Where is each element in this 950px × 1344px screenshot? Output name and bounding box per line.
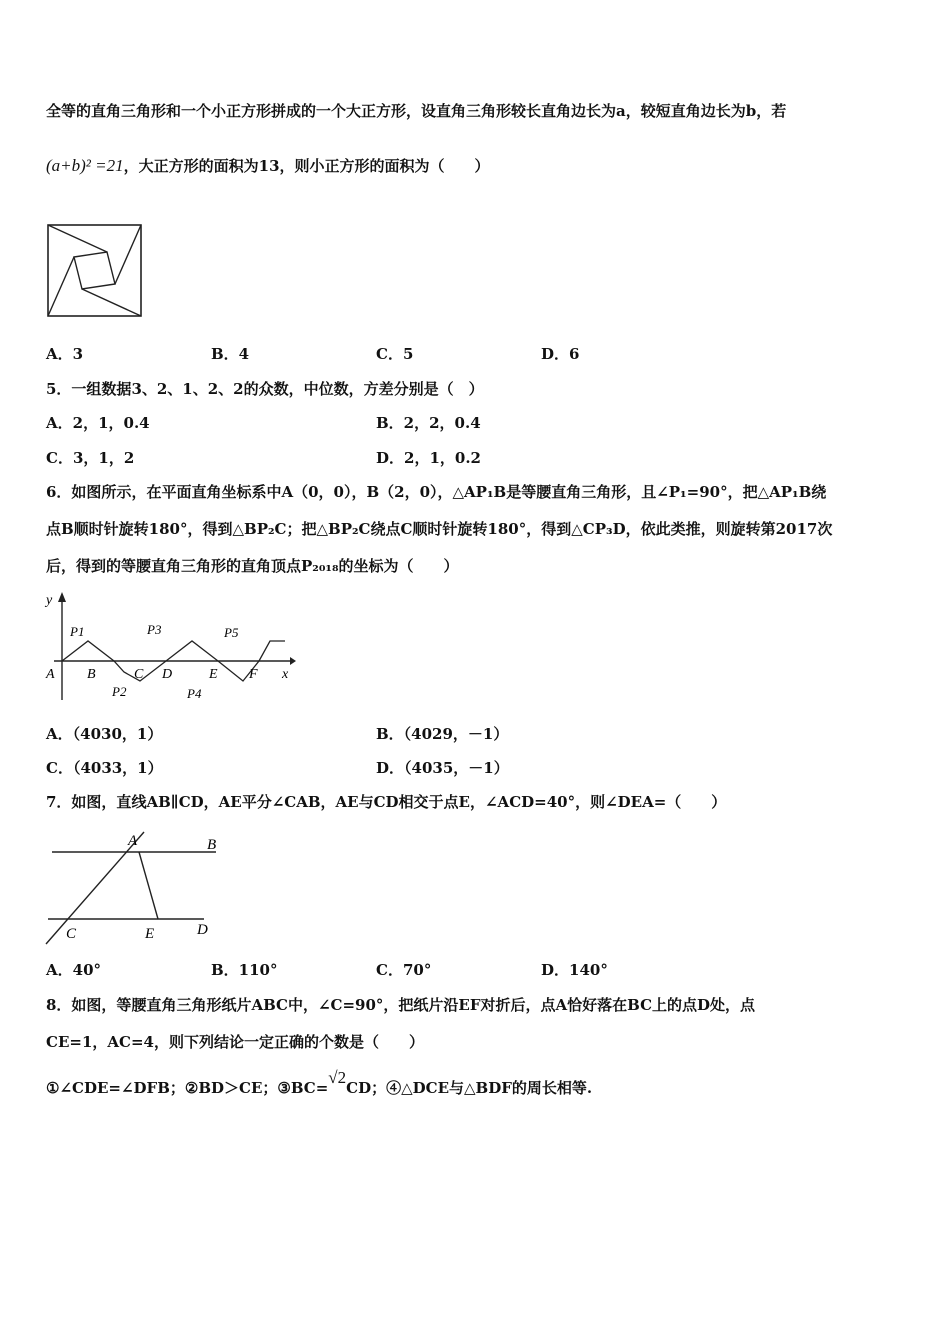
q8-text-line2: CE=1，AC=4，则下列结论一定正确的个数是（ ） xyxy=(46,1033,424,1051)
q4-text-line2: ，大正方形的面积为13，则小正方形的面积为（ ） xyxy=(123,157,490,175)
label-A: A xyxy=(46,667,55,682)
x-axis-arrow xyxy=(290,657,296,665)
triangle-edge xyxy=(48,257,74,316)
segment-AE xyxy=(139,852,158,919)
label-D: D xyxy=(197,922,208,938)
q5-option-b[interactable]: B．2，2，0.4 xyxy=(376,414,481,432)
q5-option-d[interactable]: D．2，1，0.2 xyxy=(376,449,481,467)
label-P2: P2 xyxy=(112,684,127,699)
q6-text-line1: 6．如图所示，在平面直角坐标系中A（0，0），B（2，0），△AP₁B是等腰直角三角形，且∠P₁=90°，把△AP₁B绕 xyxy=(46,483,827,501)
q5-stem: 5．一组数据3、2、1、2、2的众数，中位数，方差分别是（ ） xyxy=(46,380,484,398)
triangle-edge xyxy=(82,289,141,316)
label-E: E xyxy=(209,667,218,682)
q8-sqrt-two: √2 xyxy=(328,1068,347,1087)
label-P1: P1 xyxy=(70,624,85,639)
q8-statements-part1: ①∠CDE=∠DFB；②BD＞CE；③BC= xyxy=(46,1079,329,1097)
q4-figure xyxy=(47,224,143,318)
y-axis-arrow xyxy=(58,592,66,602)
q4-formula: (a+b)² =21 xyxy=(46,156,124,175)
label-F: F xyxy=(249,667,258,682)
label-B: B xyxy=(87,667,96,682)
label-E: E xyxy=(145,926,155,942)
q8-text-line1: 8．如图，等腰直角三角形纸片ABC中，∠C=90°，把纸片沿EF对折后，点A恰好落在BC上的点D处，点 xyxy=(46,996,756,1014)
label-C: C xyxy=(66,926,77,942)
q7-option-b[interactable]: B．110° xyxy=(211,961,278,979)
label-x: x xyxy=(282,667,289,682)
q4-option-a[interactable]: A．3 xyxy=(46,345,84,363)
q4-text-line1: 全等的直角三角形和一个小正方形拼成的一个大正方形，设直角三角形较长直角边长为a，较短直角边长为b，若 xyxy=(46,102,787,120)
q6-option-d[interactable]: D．（4035，－1） xyxy=(376,759,509,777)
q4-option-c[interactable]: C．5 xyxy=(376,345,414,363)
q5-option-c[interactable]: C．3，1，2 xyxy=(46,449,135,467)
q8-statements-part2: CD；④△DCE与△BDF的周长相等. xyxy=(346,1079,593,1097)
q7-figure xyxy=(44,828,224,948)
triangle-edge xyxy=(115,225,141,284)
label-P4: P4 xyxy=(187,686,202,701)
outer-square xyxy=(48,225,141,316)
q5-option-a[interactable]: A．2，1，0.4 xyxy=(46,414,150,432)
q4-formula-line xyxy=(46,155,490,177)
q6-option-a[interactable]: A．（4030，1） xyxy=(46,725,163,743)
triangle-edge xyxy=(48,225,107,252)
label-P3: P3 xyxy=(147,622,162,637)
q6-text-line3: 后，得到的等腰直角三角形的直角顶点P₂₀₁₈的坐标为（ ） xyxy=(46,557,459,575)
q4-option-d[interactable]: D．6 xyxy=(541,345,580,363)
inner-square xyxy=(74,252,115,289)
label-A: A xyxy=(128,833,138,849)
q4-option-b[interactable]: B．4 xyxy=(211,345,250,363)
q7-stem: 7．如图，直线AB∥CD，AE平分∠CAB，AE与CD相交于点E，∠ACD=40°，则∠DEA=（ ） xyxy=(46,793,727,811)
label-D: D xyxy=(162,667,173,682)
q8-text-line3 xyxy=(46,1068,593,1099)
label-C: C xyxy=(134,667,144,682)
q6-option-b[interactable]: B．（4029，－1） xyxy=(376,725,509,743)
q6-option-c[interactable]: C．（4033，1） xyxy=(46,759,163,777)
q7-option-c[interactable]: C．70° xyxy=(376,961,432,979)
label-B: B xyxy=(207,837,217,853)
q6-text-line2: 点B顺时针旋转180°，得到△BP₂C；把△BP₂C绕点C顺时针旋转180°，得到△CP₃D，依此类推，则旋转第2017次 xyxy=(46,520,833,538)
q7-option-d[interactable]: D．140° xyxy=(541,961,608,979)
q6-figure xyxy=(44,590,296,705)
q7-option-a[interactable]: A．40° xyxy=(46,961,102,979)
label-y: y xyxy=(46,593,53,608)
label-P5: P5 xyxy=(224,625,239,640)
